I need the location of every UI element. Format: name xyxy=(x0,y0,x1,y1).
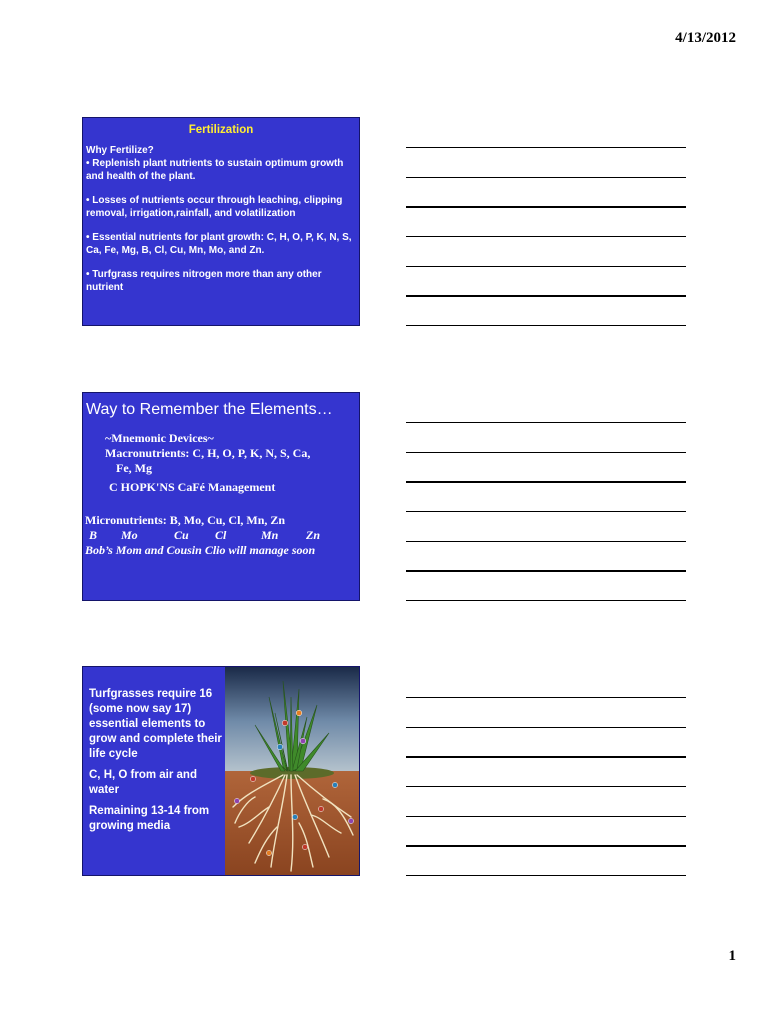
note-line xyxy=(406,816,686,817)
micronutrients-line: Micronutrients: B, Mo, Cu, Cl, Mn, Zn xyxy=(85,513,286,527)
note-line xyxy=(406,875,686,876)
note-line xyxy=(406,177,686,178)
note-line xyxy=(406,541,686,542)
abbr-mo: Mo xyxy=(121,528,138,542)
slide-title: Fertilization xyxy=(188,124,254,136)
abbr-b: B xyxy=(89,528,98,542)
paragraph: Remaining 13-14 from growing media xyxy=(89,805,210,832)
page-date: 4/13/2012 xyxy=(675,30,736,46)
bullet-item: • Turfgrass requires nitrogen more than any other nutrient xyxy=(86,269,322,293)
note-line xyxy=(406,147,686,148)
note-line xyxy=(406,481,686,483)
page-number: 1 xyxy=(728,948,736,964)
note-line xyxy=(406,295,686,297)
note-line xyxy=(406,422,686,423)
slide-essential-elements xyxy=(82,666,360,876)
abbr-zn: Zn xyxy=(306,528,321,542)
note-line xyxy=(406,511,686,512)
abbr-mn: Mn xyxy=(261,528,279,542)
note-line xyxy=(406,756,686,758)
abbr-cu: Cu xyxy=(174,528,189,542)
note-line xyxy=(406,845,686,847)
slide-title: Way to Remember the Elements… xyxy=(86,401,333,418)
note-line xyxy=(406,697,686,698)
bullet-item: • Replenish plant nutrients to sustain optimum growth and health of the plant. xyxy=(86,158,344,182)
note-line xyxy=(406,786,686,787)
bullet-item: • Losses of nutrients occur through leaching, clipping removal, irrigation,rainfall, and volatilization xyxy=(86,195,343,219)
why-fertilize-heading: Why Fertilize? xyxy=(86,145,154,156)
note-line xyxy=(406,570,686,572)
bob-mnemonic: Bob’s Mom and Cousin Clio will manage soon xyxy=(85,543,316,557)
note-line xyxy=(406,266,686,267)
abbr-cl: Cl xyxy=(215,528,227,542)
slide-remember-elements xyxy=(82,392,360,601)
note-line xyxy=(406,236,686,237)
slide-fertilization xyxy=(82,117,360,326)
note-line xyxy=(406,206,686,208)
note-line xyxy=(406,452,686,453)
macronutrients-block xyxy=(105,431,359,476)
turfgrass-plant-image xyxy=(225,667,359,875)
slide-body xyxy=(89,687,227,840)
note-line xyxy=(406,600,686,601)
slide-body xyxy=(83,144,359,294)
cafe-mnemonic: C HOPK'NS CaFé Management xyxy=(109,480,276,494)
macronutrients-line: Macronutrients: C, H, O, P, K, N, S, Ca, xyxy=(105,446,311,460)
note-line xyxy=(406,325,686,326)
paragraph: C, H, O from air and water xyxy=(89,769,197,796)
paragraph: Turfgrasses require 16 (some now say 17) essential elements to grow and complete their life cycle xyxy=(89,688,222,760)
macronutrients-line-2: Fe, Mg xyxy=(116,461,152,475)
note-line xyxy=(406,727,686,728)
bullet-item: • Essential nutrients for plant growth: C, H, O, P, K, N, S, Ca, Fe, Mg, B, Cl, Cu, Mn, Mo, and Zn. xyxy=(86,232,352,256)
micronutrient-abbreviations xyxy=(89,528,359,543)
mnemonic-heading: ~Mnemonic Devices~ xyxy=(105,431,214,445)
